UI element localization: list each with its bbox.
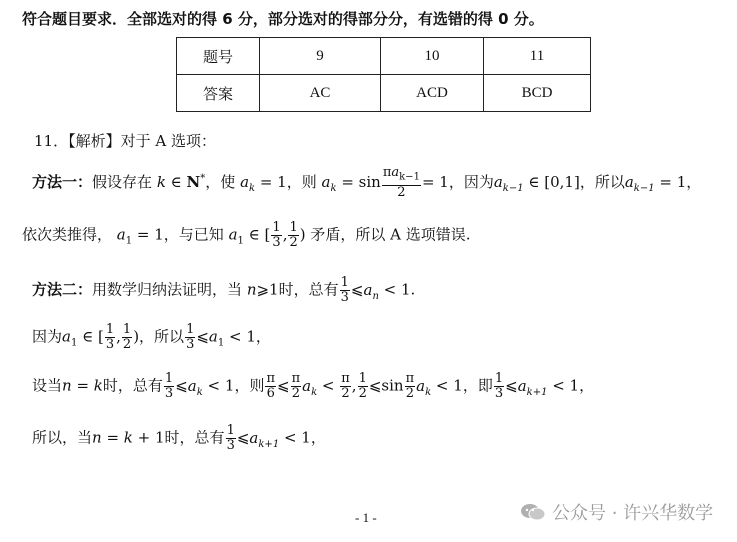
method2-line3: 设当n = k时，总有 $\frac{1}{3}$ $⩽a_k < 1$，则 $\frac{\pi}{6}$ ⩽ $\frac{\pi}{2}$ $a_k$ < $\frac{\pi}{2}$ , $\frac{1}{2}$ ⩽sin $\frac{\pi}{2}$ $a_k < 1$，即 $\frac{1}{3}$ $⩽a_{k+1} < 1$， <box>32 371 595 401</box>
method2-line4: 所以，当n = k + 1时，总有 $\frac{1}{3}$ $⩽a_{k+1} < 1$， <box>32 423 326 453</box>
method1-line2: 依次类推得， $a_1 = 1$，与已知 $a_1$ ∈ [ $\frac{1}{3}$ , $\frac{1}{2}$ ) 矛盾，所以 A 选项错误. <box>22 220 471 250</box>
table-row <box>177 38 591 75</box>
text: 矛盾，所以 A 选项错误. <box>310 225 471 244</box>
fraction: $\frac{1}{3}$ <box>272 220 281 250</box>
method1-line1: 方法一：假设存在 k ∈ N*，使 $a_k = 1$，则 $a_k = \sin$ $\frac{\pi a_{k-1}}{2}$ = 1，因为$a_{k-1}$ ∈ [0,1]，所以$a_{k-1} = 1$， <box>32 165 702 200</box>
text: ，使 <box>205 172 236 191</box>
text: 因为 <box>32 327 63 346</box>
text: 所以，当 <box>32 428 93 447</box>
text: ，因为 <box>448 172 494 191</box>
method1-label: 方法一： <box>32 172 93 191</box>
method2-line1: 方法二：用数学归纳法证明，当 n⩾1时，总有 $\frac{1}{3}$ $⩽a_n < 1$. <box>32 275 416 305</box>
text: 时，总有 <box>278 280 339 299</box>
text: 假设存在 <box>92 172 153 191</box>
table-cell: AC <box>260 75 381 112</box>
answer-table <box>176 37 591 112</box>
fraction: $\frac{1}{2}$ <box>289 220 298 250</box>
watermark <box>520 499 713 525</box>
math: k <box>156 172 166 191</box>
table-cell: ACD <box>381 75 484 112</box>
instruction-text: 符合题目要求．全部选对的得 6 分，部分选对的得部分分，有选错的得 0 分。 <box>22 10 544 28</box>
wechat-icon <box>520 502 546 522</box>
text: ，所以 <box>579 172 625 191</box>
table-cell: 答案 <box>177 75 260 112</box>
table-row <box>177 75 591 112</box>
table-cell: 10 <box>381 38 484 75</box>
table-cell: BCD <box>484 75 591 112</box>
fraction: $\frac{\pi a_{k-1}}{2}$ <box>382 165 420 200</box>
text: 时，总有 <box>164 428 225 447</box>
text: ，所以 <box>139 327 185 346</box>
table-cell: 题号 <box>177 38 260 75</box>
table-cell: 9 <box>260 38 381 75</box>
text: ，则 <box>286 172 317 191</box>
watermark-text: 公众号 · 许兴华数学 <box>552 503 714 524</box>
text: 用数学归纳法证明，当 <box>92 280 243 299</box>
method2-label: 方法二： <box>32 280 93 299</box>
math: $a_k$ <box>240 172 256 194</box>
text: ，即 <box>462 376 493 395</box>
page-number: - 1 - <box>355 510 377 525</box>
text: ，则 <box>234 376 265 395</box>
table-cell: 11 <box>484 38 591 75</box>
text: 依次类推得， <box>22 225 113 244</box>
method2-line2: 因为$a_1$ ∈ [ $\frac{1}{3}$ , $\frac{1}{2}$ )，所以 $\frac{1}{3}$ $⩽a_1 < 1$， <box>32 322 271 352</box>
text: ，与已知 <box>163 225 224 244</box>
text: 时，总有 <box>102 376 163 395</box>
text: 设当 <box>32 376 63 395</box>
fraction: $\frac{1}{3}$ <box>340 275 349 305</box>
problem-title: 11．【解析】对于 A 选项： <box>34 132 216 150</box>
